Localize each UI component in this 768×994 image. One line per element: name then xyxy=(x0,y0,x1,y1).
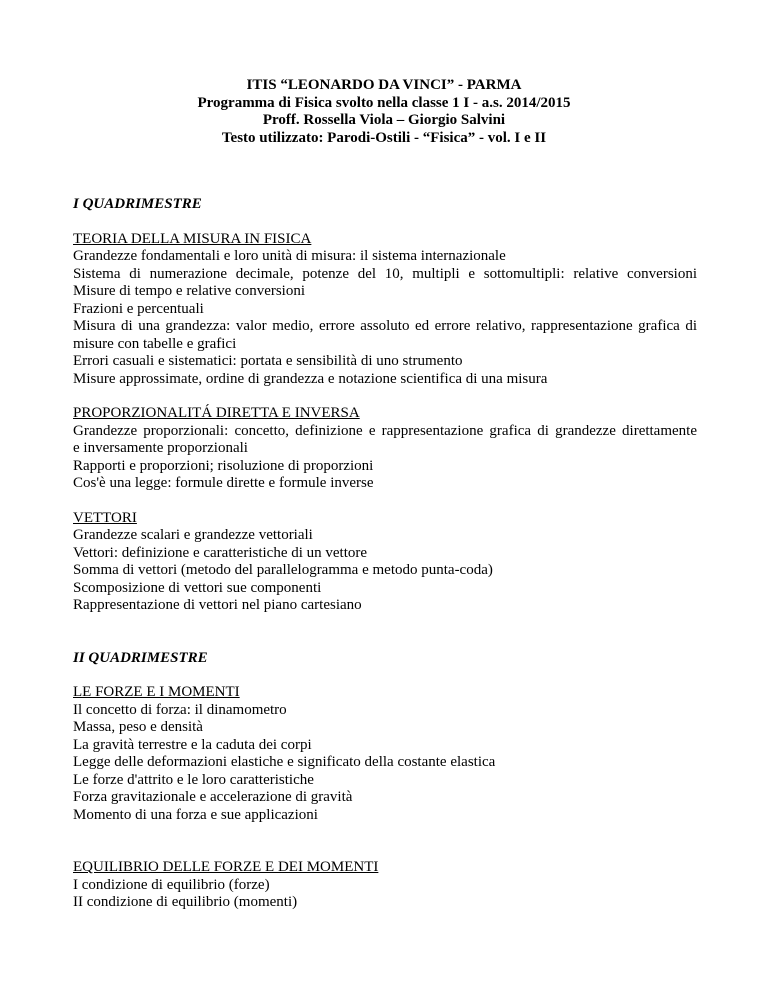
section-title-forces: LE FORZE E I MOMENTI xyxy=(73,684,240,700)
program-title: Programma di Fisica svolto nella classe 1 I - a.s. 2014/2015 xyxy=(197,94,571,111)
list-item: Grandezze fondamentali e loro unità di misura: il sistema internazionale xyxy=(73,248,506,264)
list-item: Rappresentazione di vettori nel piano cartesiano xyxy=(73,597,362,613)
section-title-vectors: VETTORI xyxy=(73,509,137,526)
school-name: ITIS “LEONARDO DA VINCI” - PARMA xyxy=(246,77,522,93)
list-item: Cos'è una legge: formule dirette e formule inverse xyxy=(73,475,374,491)
list-item: Grandezze proporzionali: concetto, definizione e rappresentazione grafica di grandezze direttamente xyxy=(73,422,697,439)
section-title-measurement: TEORIA DELLA MISURA IN FISICA xyxy=(73,230,312,247)
list-item: Forza gravitazionale e accelerazione di gravità xyxy=(73,789,353,805)
first-quadrimester-heading: I QUADRIMESTRE xyxy=(73,196,202,212)
list-item: Sistema di numerazione decimale, potenze del 10, multipli e sottomultipli: relative conversioni xyxy=(73,265,697,282)
list-item: Scomposizione di vettori sue componenti xyxy=(73,579,322,596)
list-item: Somma di vettori (metodo del parallelogramma e metodo punta-coda) xyxy=(73,562,493,578)
list-item: Misura di una grandezza: valor medio, errore assoluto ed errore relativo, rappresentazione grafica di xyxy=(73,318,697,334)
list-item: misure con tabelle e grafici xyxy=(73,335,237,352)
document-body xyxy=(73,196,697,912)
list-item: II condizione di equilibrio (momenti) xyxy=(73,894,298,910)
list-item: Momento di una forza e sue applicazioni xyxy=(73,806,318,823)
list-item: Massa, peso e densità xyxy=(73,719,203,735)
list-item: Vettori: definizione e caratteristiche di un vettore xyxy=(73,544,368,561)
section-title-proportionality: PROPORZIONALITÁ DIRETTA E INVERSA xyxy=(73,405,360,421)
list-item: Misure di tempo e relative conversioni xyxy=(73,283,306,299)
textbook: Testo utilizzato: Parodi-Ostili - “Fisica” - vol. I e II xyxy=(221,129,547,146)
document-header xyxy=(0,77,768,147)
second-quadrimester-heading: II QUADRIMESTRE xyxy=(73,649,208,666)
list-item: La gravità terrestre e la caduta dei corpi xyxy=(73,736,312,753)
list-item: Il concetto di forza: il dinamometro xyxy=(73,701,287,718)
list-item: Frazioni e percentuali xyxy=(73,300,204,317)
list-item: Legge delle deformazioni elastiche e significato della costante elastica xyxy=(73,754,496,770)
list-item: Errori casuali e sistematici: portata e sensibilità di uno strumento xyxy=(73,353,463,369)
list-item: e inversamente proporzionali xyxy=(73,440,248,456)
teachers: Proff. Rossella Viola – Giorgio Salvini xyxy=(262,112,506,129)
list-item: Rapporti e proporzioni; risoluzione di proporzioni xyxy=(73,457,374,474)
section-title-equilibrium: EQUILIBRIO DELLE FORZE E DEI MOMENTI xyxy=(73,859,379,875)
list-item: Le forze d'attrito e le loro caratteristiche xyxy=(73,771,314,788)
list-item: Grandezze scalari e grandezze vettoriali xyxy=(73,527,313,543)
list-item: Misure approssimate, ordine di grandezza e notazione scientifica di una misura xyxy=(73,370,548,387)
list-item: I condizione di equilibrio (forze) xyxy=(73,876,270,893)
